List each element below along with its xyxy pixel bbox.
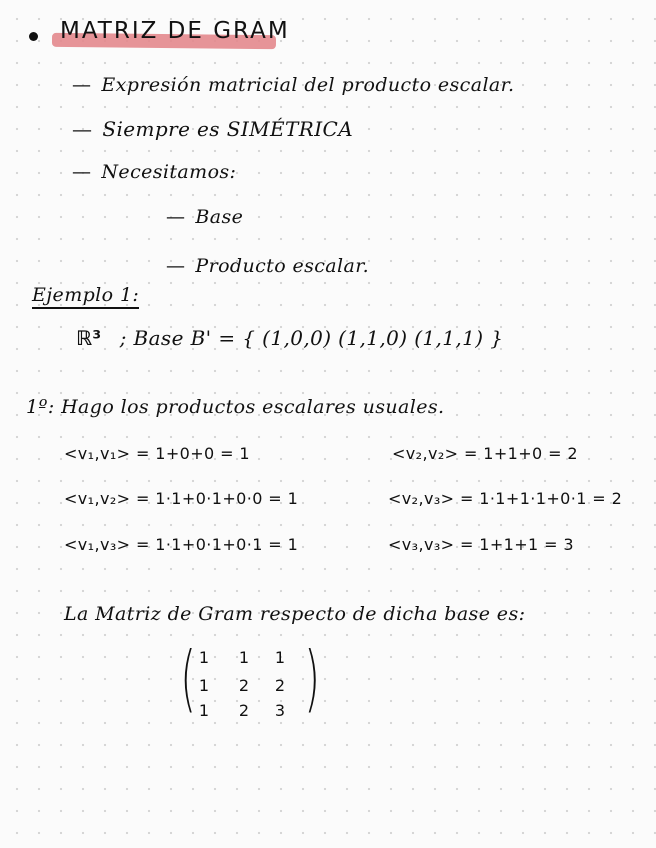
r3-symbol: ℝ³ bbox=[76, 326, 102, 350]
matrix-right-paren: ) bbox=[304, 636, 320, 720]
sub-bullet-base: — Base bbox=[166, 206, 244, 228]
product-v2-v2: <v₂,v₂> = 1+1+0 = 2 bbox=[392, 444, 578, 463]
page-title: MATRIZ DE GRAM bbox=[60, 18, 290, 44]
bullet-dot bbox=[29, 32, 38, 41]
bullet-matrix-expression: — Expresión matricial del producto escalar. bbox=[72, 74, 515, 96]
matrix-cell: 2 bbox=[238, 701, 250, 720]
matrix-left-paren: ( bbox=[180, 636, 196, 720]
product-v1-v1: <v₁,v₁> = 1+0+0 = 1 bbox=[64, 444, 250, 463]
conclusion-text: La Matriz de Gram respecto de dicha base es: bbox=[64, 603, 526, 625]
bullet-always-symmetric: — Siempre es SIMÉTRICA bbox=[72, 117, 354, 141]
example-heading: Ejemplo 1: bbox=[32, 284, 139, 306]
matrix-cell: 3 bbox=[274, 701, 286, 720]
example-definition: ℝ³ ; Base B' = { (1,0,0) (1,1,0) (1,1,1) } bbox=[76, 326, 504, 350]
product-v2-v3: <v₂,v₃> = 1·1+1·1+0·1 = 2 bbox=[388, 489, 623, 508]
sub-bullet-scalar-product: — Producto escalar. bbox=[166, 255, 370, 277]
product-v1-v3: <v₁,v₃> = 1·1+0·1+0·1 = 1 bbox=[64, 535, 299, 554]
matrix-cell: 1 bbox=[274, 648, 286, 667]
matrix-cell: 1 bbox=[198, 701, 210, 720]
matrix-cell: 2 bbox=[274, 676, 286, 695]
step-1-text: 1º: Hago los productos escalares usuales. bbox=[26, 396, 445, 418]
product-v1-v2: <v₁,v₂> = 1·1+0·1+0·0 = 1 bbox=[64, 489, 299, 508]
product-v3-v3: <v₃,v₃> = 1+1+1 = 3 bbox=[388, 535, 574, 554]
bullet-we-need: — Necesitamos: bbox=[72, 161, 237, 183]
matrix-cell: 1 bbox=[238, 648, 250, 667]
matrix-cell: 1 bbox=[198, 676, 210, 695]
matrix-cell: 2 bbox=[238, 676, 250, 695]
matrix-cell: 1 bbox=[198, 648, 210, 667]
